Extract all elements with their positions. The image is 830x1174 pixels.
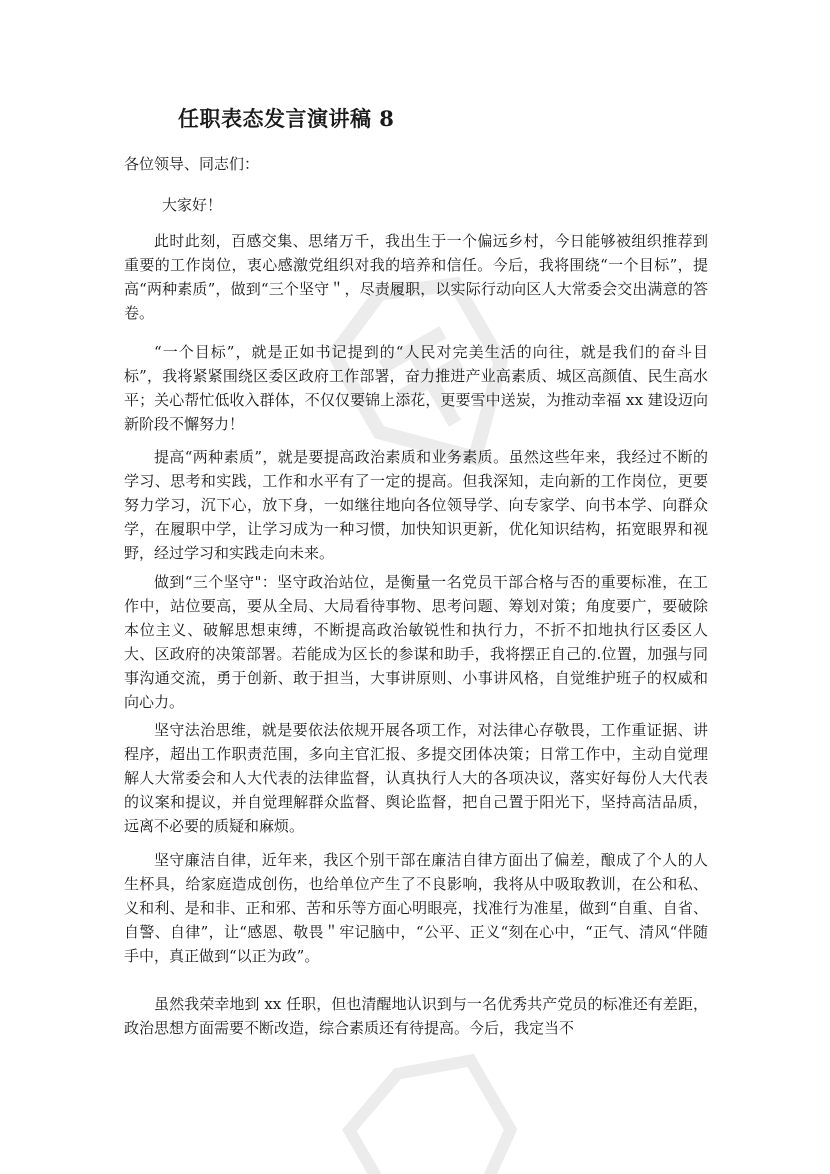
paragraph-1: 此时此刻，百感交集、思绪万千，我出生于一个偏远乡村，今日能够被组织推荐到重要的工作岗位，衷心感激党组织对我的培养和信任。今后，我将围绕“一个目标”，提高“两种素质”，做到“三个坚守＂，尽责履职，以实际行动向区人大常委会交出满意的答卷。 <box>124 232 708 322</box>
paragraph-3: 提高“两种素质”，就是要提高政治素质和业务素质。虽然这些年来，我经过不断的学习、思考和实践，工作和水平有了一定的提高。但我深知，走向新的工作岗位，更要努力学习，沉下心，放下身，一如继往地向各位领导学、向专家学、向书本学、向群众学，在履职中学，让学习成为一种习惯，加快知识更新，优化知识结构，拓宽眼界和视野，经过学习和实践走向未来。 <box>124 448 708 562</box>
salutation: 各位领导、同志们： <box>124 155 260 173</box>
document-title: 任职表态发言演讲稿 8 <box>178 106 395 131</box>
paragraph-6: 坚守廉洁自律，近年来，我区个别干部在廉洁自律方面出了偏差，酿成了个人的人生杯具，给家庭造成创伤，也给单位产生了不良影响，我将从中吸取教训，在公和私、义和利、是和非、正和邪、苦和乐等方面心明眼亮，找准行为准星，做到“自重、自省、自警、自律”，让“感恩、敬畏＂牢记脑中，“公平、正义“刻在心中，“正气、清风“伴随手中，真正做到“以正为政”。 <box>124 851 708 965</box>
watermark-graphic-bottom <box>320 1050 540 1174</box>
greeting: 大家好！ <box>162 196 223 214</box>
paragraph-7: 虽然我荣幸地到 xx 任职，但也清醒地认识到与一名优秀共产党员的标准还有差距，政治思想方面需要不断改造，综合素质还有待提高。今后，我定当不 <box>124 995 708 1037</box>
paragraph-4: 做到“三个坚守"：坚守政治站位，是衡量一名党员干部合格与否的重要标准，在工作中，站位要高，要从全局、大局看待事物、思考问题、筹划对策；角度要广，要破除本位主义、破解思想束缚，不断提高政治敏锐性和执行力，不折不扣地执行区委区人大、区政府的决策部署。若能成为区长的参谋和助手，我将摆正自己的.位置，加强与同事沟通交流，勇于创新、敢于担当，大事讲原则、小事讲风格，自觉维护班子的权威和向心力。 <box>124 573 708 711</box>
paragraph-2: “一个目标”，就是正如书记提到的“人民对完美生活的向往，就是我们的奋斗目标”，我将紧紧围绕区委区政府工作部署，奋力推进产业高素质、城区高颜值、民生高水平；关心帮忙低收入群体，不仅仅要锦上添花，更要雪中送炭，为推动幸福 xx 建设迈向新阶段不懈努力！ <box>124 343 708 433</box>
paragraph-5: 坚守法治思维，就是要依法依规开展各项工作，对法律心存敬畏，工作重证据、讲程序，超出工作职责范围，多向主官汇报、多提交团体决策；日常工作中，主动自觉理解人大常委会和人大代表的法律监督，认真执行人大的各项决议，落实好每份人大代表的议案和提议，并自觉理解群众监督、舆论监督，把自己置于阳光下，坚持高洁品质，远离不必要的质疑和麻烦。 <box>124 721 708 835</box>
